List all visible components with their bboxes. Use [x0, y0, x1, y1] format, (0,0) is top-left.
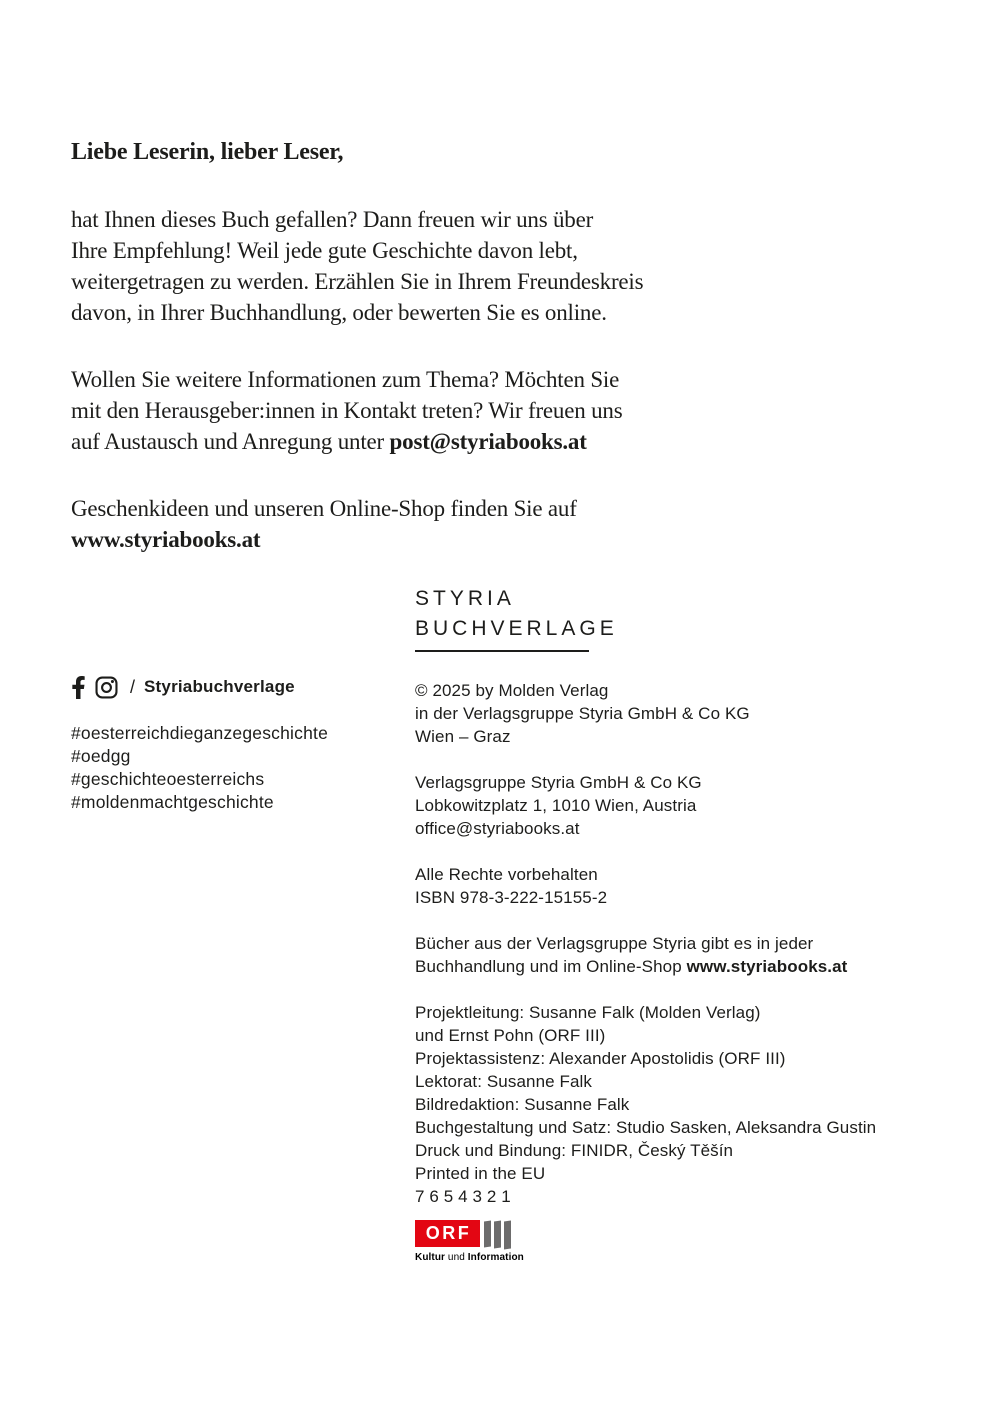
orf-bar-icon	[494, 1221, 501, 1249]
letter-line: Wollen Sie weitere Informationen zum Thema? Möchten Sie	[71, 367, 620, 392]
credits-block	[415, 1001, 935, 1208]
credit-line: Projektleitung: Susanne Falk (Molden Verlag)	[415, 1003, 761, 1022]
letter-line: Ihre Empfehlung! Weil jede gute Geschichte davon lebt,	[71, 238, 578, 263]
publisher-logo-line2: BUCHVERLAGE	[415, 617, 618, 640]
orf-bar-icon	[484, 1221, 491, 1248]
letter-line: mit den Herausgeber:innen in Kontakt treten? Wir freuen uns	[71, 398, 623, 423]
credit-line: Lektorat: Susanne Falk	[415, 1072, 593, 1091]
orf-logo-text: ORF	[425, 1223, 472, 1243]
hashtag-list	[71, 722, 328, 814]
contact-email: post@styriabooks.at	[389, 429, 587, 454]
shop-line-prefix: Buchhandlung und im Online-Shop	[415, 957, 687, 976]
orf-caption-kultur: Kultur	[415, 1252, 446, 1263]
shop-line	[415, 955, 935, 978]
social-row	[71, 675, 295, 699]
hashtag: #moldenmachtgeschichte	[71, 792, 274, 812]
rights-block	[415, 863, 935, 909]
credit-line: Printed in the EU	[415, 1164, 546, 1183]
credit-line: und Ernst Pohn (ORF III)	[415, 1026, 606, 1045]
reader-letter	[71, 137, 771, 591]
letter-line: weitergetragen zu werden. Erzählen Sie in Ihrem Freundeskreis	[71, 269, 644, 294]
copyright-block	[415, 679, 935, 748]
letter-paragraph-2	[71, 364, 771, 457]
shop-url: www.styriabooks.at	[71, 527, 261, 552]
publisher-logo-line1: STYRIA	[415, 587, 515, 610]
letter-line: Geschenkideen und unseren Online-Shop finden Sie auf	[71, 496, 577, 521]
copyright-line: Wien – Graz	[415, 727, 511, 746]
letter-line: davon, in Ihrer Buchhandlung, oder bewerten Sie es online.	[71, 300, 607, 325]
letter-greeting: Liebe Leserin, lieber Leser,	[71, 139, 344, 165]
letter-paragraph-3	[71, 493, 771, 555]
orf-three-bars-icon	[484, 1221, 511, 1249]
orf-red-box	[415, 1220, 480, 1247]
letter-paragraph-1	[71, 204, 771, 328]
letter-line-prefix: auf Austausch und Anregung unter	[71, 429, 390, 454]
social-handle: Styriabuchverlage	[144, 677, 295, 696]
colophon	[415, 679, 935, 1231]
credit-line: Druck und Bindung: FINIDR, Český Těšín	[415, 1141, 734, 1160]
social-separator: /	[130, 676, 136, 697]
publisher-address-block	[415, 771, 935, 840]
facebook-icon	[71, 676, 86, 699]
orf-bar-icon	[504, 1221, 511, 1250]
rights-line: Alle Rechte vorbehalten	[415, 865, 598, 884]
copyright-line: © 2025 by Molden Verlag	[415, 681, 609, 700]
orf-caption-information: Information	[467, 1252, 524, 1263]
orf-kultur-information-logo	[415, 1220, 524, 1263]
shop-line: Bücher aus der Verlagsgruppe Styria gibt es in jeder	[415, 934, 814, 953]
hashtag: #geschichteoesterreichs	[71, 769, 265, 789]
credit-line: Bildredaktion: Susanne Falk	[415, 1095, 630, 1114]
publisher-email: office@styriabooks.at	[415, 819, 580, 838]
shop-block	[415, 932, 935, 978]
print-run-numbers: 7 6 5 4 3 2 1	[415, 1187, 511, 1206]
shop-url-colophon: www.styriabooks.at	[686, 957, 848, 976]
instagram-icon	[95, 676, 118, 699]
orf-caption	[415, 1252, 524, 1263]
styria-buchverlage-logo	[415, 584, 618, 652]
credit-line: Buchgestaltung und Satz: Studio Sasken, Aleksandra Gustin	[415, 1118, 877, 1137]
hashtag: #oedgg	[71, 746, 131, 766]
orf-caption-und: und	[445, 1252, 468, 1263]
letter-line	[71, 426, 771, 457]
publisher-logo-rule	[415, 650, 589, 652]
letter-line: hat Ihnen dieses Buch gefallen? Dann freuen wir uns über	[71, 207, 594, 232]
hashtag: #oesterreichdieganzegeschichte	[71, 723, 328, 743]
address-line: Verlagsgruppe Styria GmbH & Co KG	[415, 773, 702, 792]
isbn: ISBN 978-3-222-15155-2	[415, 888, 608, 907]
orf-logo-row	[415, 1220, 524, 1249]
address-line: Lobkowitzplatz 1, 1010 Wien, Austria	[415, 796, 697, 815]
copyright-line: in der Verlagsgruppe Styria GmbH & Co KG	[415, 704, 750, 723]
credit-line: Projektassistenz: Alexander Apostolidis (ORF III)	[415, 1049, 786, 1068]
